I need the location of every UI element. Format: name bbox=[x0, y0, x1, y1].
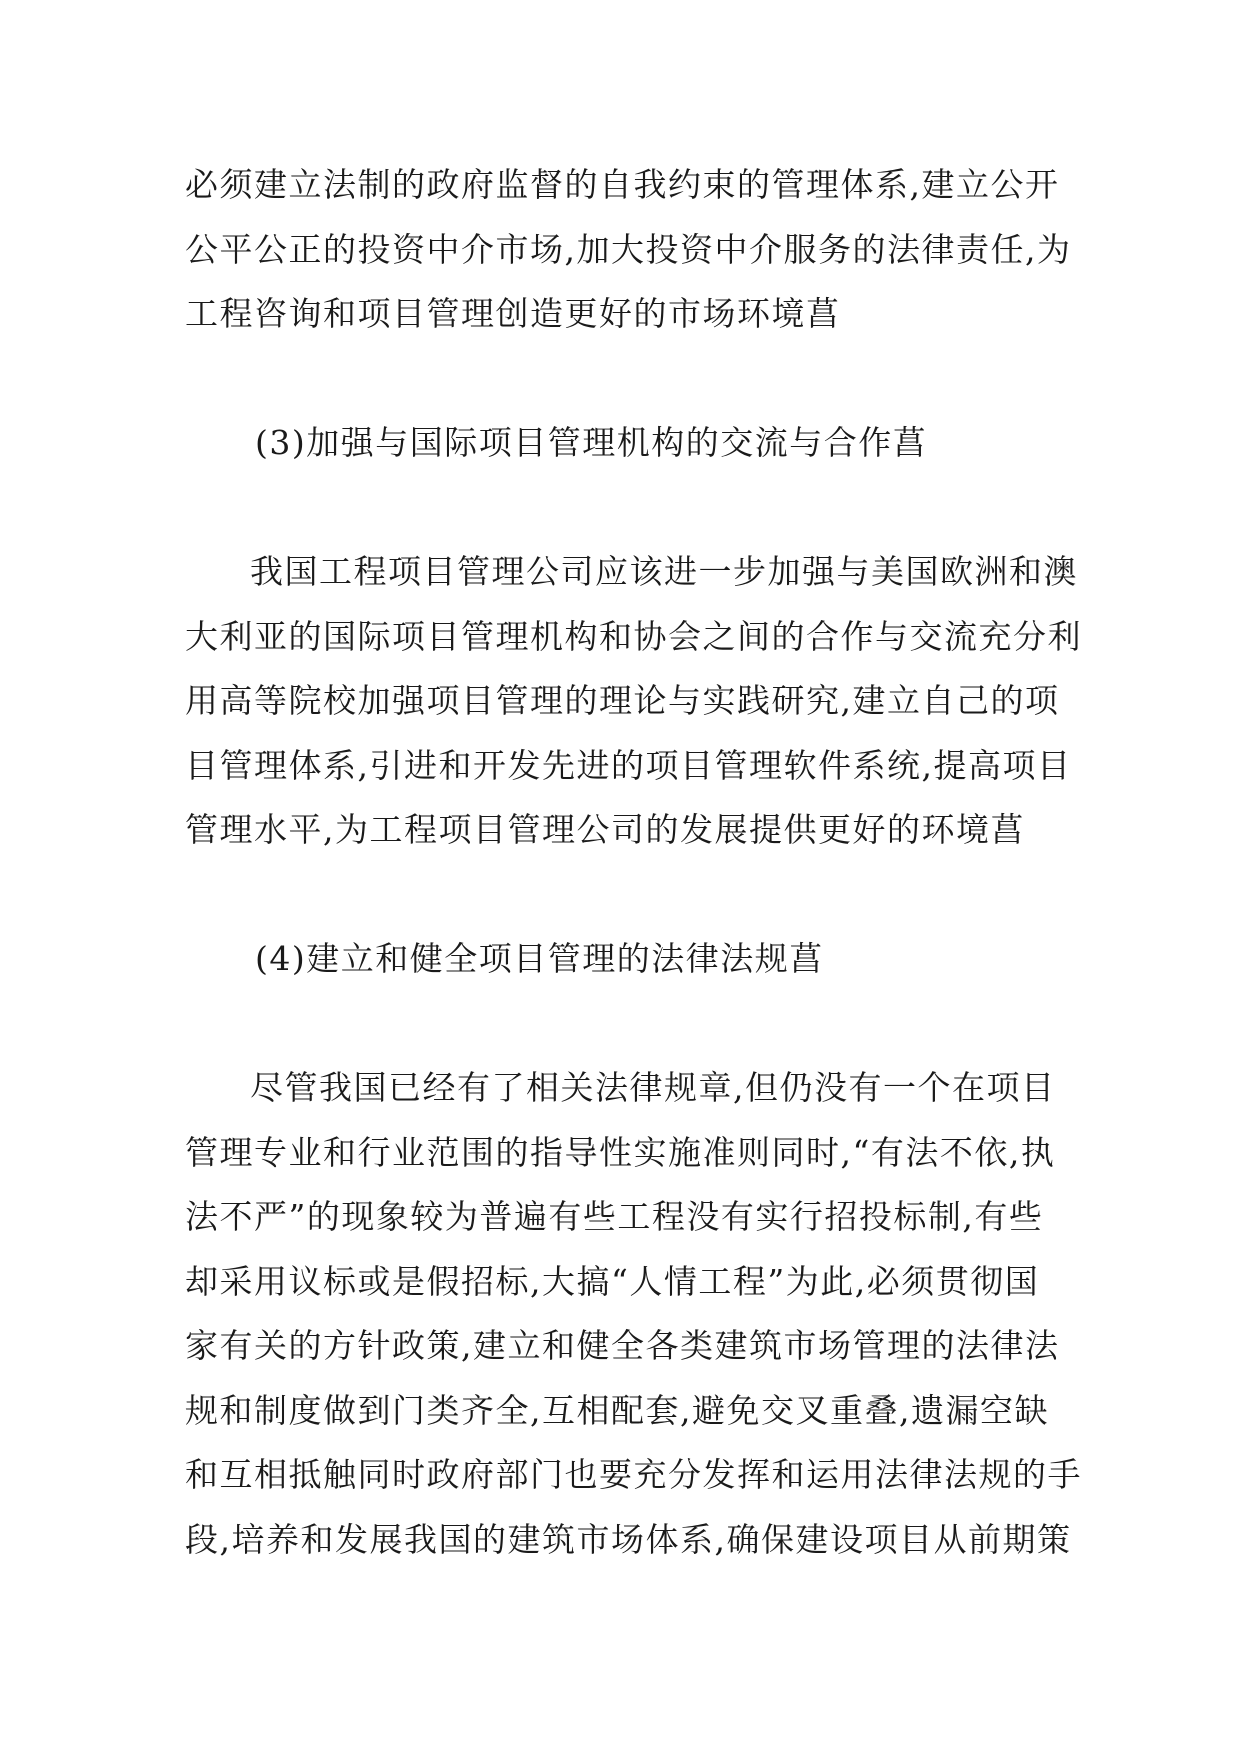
paragraph-line: 管理水平,为工程项目管理公司的发展提供更好的环境菖 bbox=[185, 810, 1025, 849]
paragraph-line: 段,培养和发展我国的建筑市场体系,确保建设项目从前期策 bbox=[185, 1520, 1072, 1559]
paragraph-line: 法不严”的现象较为普遍有些工程没有实行招投标制,有些 bbox=[185, 1197, 1044, 1236]
paragraph-line: 家有关的方针政策,建立和健全各类建筑市场管理的法律法 bbox=[185, 1326, 1060, 1365]
paragraph-line: 目管理体系,引进和开发先进的项目管理软件系统,提高项目 bbox=[185, 746, 1072, 785]
paragraph-line: 尽管我国已经有了相关法律规章,但仍没有一个在项目 bbox=[250, 1068, 1056, 1107]
paragraph-line: 公平公正的投资中介市场,加大投资中介服务的法律责任,为 bbox=[185, 230, 1072, 269]
paragraph-line: 管理专业和行业范围的指导性实施准则同时,“有法不依,执 bbox=[185, 1133, 1056, 1172]
paragraph-line: 和互相抵触同时政府部门也要充分发挥和运用法律法规的手 bbox=[185, 1455, 1082, 1494]
section-heading-4: (4)建立和健全项目管理的法律法规菖 bbox=[255, 939, 824, 978]
paragraph-line: 我国工程项目管理公司应该进一步加强与美国欧洲和澳 bbox=[250, 552, 1078, 591]
paragraph-line: 必须建立法制的政府监督的自我约束的管理体系,建立公开 bbox=[185, 165, 1060, 204]
paragraph-line: 大利亚的国际项目管理机构和协会之间的合作与交流充分利 bbox=[185, 617, 1082, 656]
paragraph-line: 却采用议标或是假招标,大搞“人情工程”为此,必须贯彻国 bbox=[185, 1262, 1040, 1301]
paragraph-line: 规和制度做到门类齐全,互相配套,避免交叉重叠,遗漏空缺 bbox=[185, 1391, 1049, 1430]
section-heading-3: (3)加强与国际项目管理机构的交流与合作菖 bbox=[255, 423, 928, 462]
paragraph-line: 工程咨询和项目管理创造更好的市场环境菖 bbox=[185, 294, 841, 333]
paragraph-line: 用高等院校加强项目管理的理论与实践研究,建立自己的项 bbox=[185, 681, 1060, 720]
